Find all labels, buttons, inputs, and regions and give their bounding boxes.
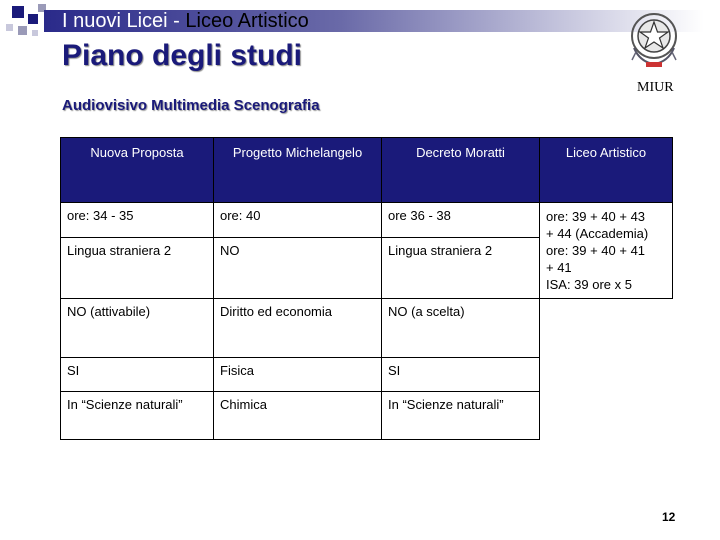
- table-cell: SI: [61, 358, 214, 392]
- liceo-artistico-line: ore: 39 + 40 + 41: [546, 243, 646, 258]
- table-cell: In “Scienze naturali”: [61, 392, 214, 440]
- liceo-artistico-line: ore: 39 + 40 + 43: [546, 209, 646, 224]
- table-cell: In “Scienze naturali”: [382, 392, 540, 440]
- decor-square: [6, 24, 13, 31]
- liceo-artistico-line: ISA: 39 ore x 5: [546, 277, 632, 292]
- decor-square: [18, 26, 27, 35]
- table-cell: Fisica: [214, 358, 382, 392]
- study-plan-table: [60, 137, 673, 440]
- table-header-row: [61, 138, 673, 203]
- table-row: [61, 203, 673, 238]
- logo-label: MIUR: [637, 80, 674, 95]
- table-cell: NO: [214, 237, 382, 298]
- column-header: Progetto Michelangelo: [214, 138, 382, 203]
- page-title: Piano degli studi: [62, 39, 303, 72]
- table-cell: Lingua straniera 2: [382, 237, 540, 298]
- column-header: Decreto Moratti: [382, 138, 540, 203]
- table-cell: ore: 40: [214, 203, 382, 238]
- empty-cell: [540, 299, 673, 440]
- subtitle: Audiovisivo Multimedia Scenografia: [62, 97, 320, 114]
- table-cell: Lingua straniera 2: [61, 237, 214, 298]
- column-header: Liceo Artistico: [540, 138, 673, 203]
- table-row: [61, 299, 673, 358]
- liceo-artistico-line: + 44 (Accademia): [546, 226, 649, 241]
- table-cell: ore: 34 - 35: [61, 203, 214, 238]
- table-cell: ore 36 - 38: [382, 203, 540, 238]
- decor-square: [12, 6, 24, 18]
- liceo-artistico-line: + 41: [546, 260, 572, 275]
- table-cell: NO (attivabile): [61, 299, 214, 358]
- emblem-icon: [626, 8, 682, 70]
- table-cell: SI: [382, 358, 540, 392]
- table-cell: Diritto ed economia: [214, 299, 382, 358]
- table-cell: Chimica: [214, 392, 382, 440]
- header-part1: I nuovi Licei -: [62, 10, 186, 32]
- decor-square: [28, 14, 38, 24]
- header-part2: Liceo Artistico: [185, 10, 309, 32]
- liceo-artistico-cell: [540, 203, 673, 299]
- page-number: 12: [662, 510, 676, 524]
- table-cell: NO (a scelta): [382, 299, 540, 358]
- decor-square: [32, 30, 38, 36]
- slide-header: [62, 9, 309, 33]
- column-header: Nuova Proposta: [61, 138, 214, 203]
